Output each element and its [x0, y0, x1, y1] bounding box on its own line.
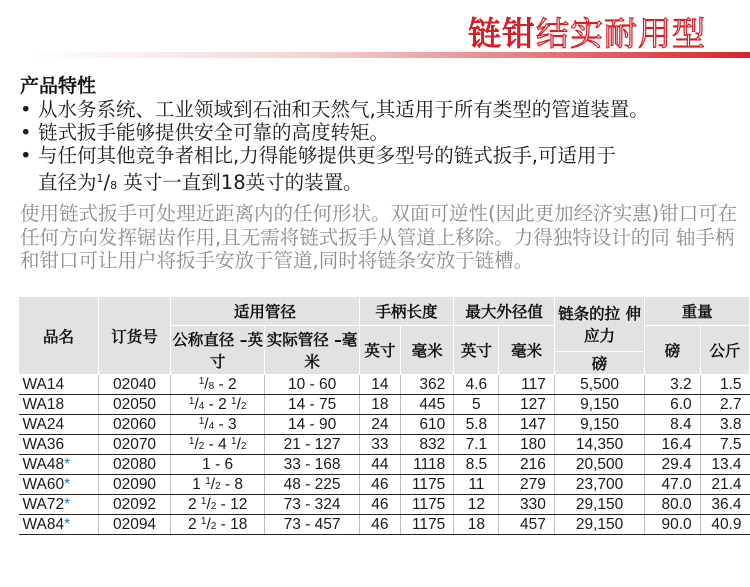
cell-maxod-in: 7.1: [454, 435, 499, 455]
cell-maxod-mm: 216: [499, 455, 554, 475]
cell-order: 02050: [99, 395, 171, 415]
cell-name: [19, 455, 99, 475]
cell-tension: 29,150: [554, 495, 644, 515]
cell-order: 02094: [99, 515, 171, 535]
cell-weight-lb: 6.0: [645, 395, 700, 415]
cell-tension: 9,150: [554, 415, 644, 435]
cell-maxod-mm: 180: [499, 435, 554, 455]
cell-actual: 33 - 168: [265, 455, 359, 475]
table-row: [19, 495, 750, 515]
product-name: WA48: [22, 455, 65, 473]
product-name: WA84: [22, 515, 65, 533]
th-maxod: 最大外径值: [454, 297, 555, 326]
cell-name: [19, 495, 99, 515]
th-tension: 链条的拉 伸应力: [554, 297, 644, 352]
th-weight: 重量: [645, 297, 750, 326]
feature-text: 链式扳手能够提供安全可靠的高度转矩。: [38, 121, 390, 144]
cell-name: [19, 435, 99, 455]
th-weight-lb: 磅: [645, 326, 700, 375]
cell-handle-in: 44: [359, 455, 400, 475]
cell-actual: 73 - 457: [265, 515, 359, 535]
cell-handle-in: 33: [359, 435, 400, 455]
cell-weight-lb: 90.0: [645, 515, 700, 535]
cell-name: [19, 415, 99, 435]
cell-tension: 5,500: [554, 375, 644, 395]
feature-text-cont: 直径为$^1$/8 英寸一直到18英寸的装置。: [38, 171, 363, 194]
cell-tension: 23,700: [554, 475, 644, 495]
cell-name: [19, 395, 99, 415]
cell-name: [19, 475, 99, 495]
cell-actual: 21 - 127: [265, 435, 359, 455]
th-handle-mm: 毫米: [400, 326, 453, 375]
cell-nominal: 1 - 6: [170, 455, 264, 475]
features-list: [20, 98, 740, 197]
features-heading: 产品特性: [20, 75, 97, 97]
th-order: 订货号: [99, 297, 171, 375]
cell-name: [19, 375, 99, 395]
title-outline: 结实耐用型: [536, 14, 706, 53]
product-name: WA60: [22, 475, 65, 493]
cell-handle-in: 14: [359, 375, 400, 395]
cell-actual: 14 - 75: [265, 395, 359, 415]
cell-weight-lb: 29.4: [645, 455, 700, 475]
product-name: WA14: [22, 375, 65, 393]
spec-table: [18, 296, 750, 535]
table-row: [19, 435, 750, 455]
cell-maxod-in: 11: [454, 475, 499, 495]
cell-order: 02060: [99, 415, 171, 435]
table-row: [19, 395, 750, 415]
cell-nominal: 2 $^1$/2 - 12: [170, 495, 264, 515]
cell-handle-mm: 610: [400, 415, 453, 435]
th-actual: 实际管径 –毫米: [265, 326, 359, 375]
cell-maxod-mm: 279: [499, 475, 554, 495]
feature-item: [20, 144, 740, 197]
cell-handle-mm: 1175: [400, 475, 453, 495]
cell-maxod-mm: 457: [499, 515, 554, 535]
table-row: [19, 455, 750, 475]
cell-maxod-in: 4.6: [454, 375, 499, 395]
table-row: [19, 515, 750, 535]
feature-text: 与任何其他竞争者相比,力得能够提供更多型号的链式扳手,可适用于: [38, 144, 616, 167]
cell-handle-mm: 445: [400, 395, 453, 415]
star-mark: *: [64, 455, 71, 473]
cell-weight-lb: 8.4: [645, 415, 700, 435]
cell-weight-kg: 36.4: [700, 495, 749, 515]
cell-name: [19, 515, 99, 535]
cell-handle-mm: 362: [400, 375, 453, 395]
cell-order: 02092: [99, 495, 171, 515]
cell-handle-in: 24: [359, 415, 400, 435]
feature-item: [20, 98, 740, 121]
cell-tension: 20,500: [554, 455, 644, 475]
page-title: [468, 14, 706, 54]
spec-table-body: [19, 375, 750, 535]
bullet-glyph: •: [20, 144, 32, 167]
cell-maxod-in: 8.5: [454, 455, 499, 475]
table-row: [19, 415, 750, 435]
product-name: WA24: [22, 415, 65, 433]
cell-nominal: $^1$/2 - 4 $^1$/2: [170, 435, 264, 455]
th-pipe: 适用管径: [170, 297, 359, 326]
cell-weight-lb: 16.4: [645, 435, 700, 455]
cell-actual: 14 - 90: [265, 415, 359, 435]
cell-tension: 9,150: [554, 395, 644, 415]
th-maxod-in: 英寸: [454, 326, 499, 375]
cell-maxod-mm: 147: [499, 415, 554, 435]
cell-weight-lb: 80.0: [645, 495, 700, 515]
cell-order: 02080: [99, 455, 171, 475]
bullet-glyph: •: [20, 98, 32, 121]
th-weight-kg: 公斤: [700, 326, 749, 375]
th-handle-in: 英寸: [359, 326, 400, 375]
cell-order: 02090: [99, 475, 171, 495]
cell-order: 02070: [99, 435, 171, 455]
title-bold: 链钳: [468, 14, 536, 53]
cell-maxod-in: 18: [454, 515, 499, 535]
cell-weight-kg: 2.7: [700, 395, 749, 415]
cell-weight-kg: 13.4: [700, 455, 749, 475]
product-description: 使用链式扳手可处理近距离内的任何形状。双面可逆性(因此更加经济实惠)钳口可在任何方向发挥锯齿作用,且无需将链式扳手从管道上移除。力得独特设计的同 轴手柄和钳口可让用户将扳手安放于管道,同时将链条安放于链槽。: [20, 202, 738, 272]
cell-handle-mm: 832: [400, 435, 453, 455]
star-mark: *: [64, 475, 71, 493]
cell-nominal: 1 $^1$/2 - 8: [170, 475, 264, 495]
star-mark: *: [64, 515, 71, 533]
th-maxod-mm: 毫米: [499, 326, 554, 375]
cell-weight-kg: 21.4: [700, 475, 749, 495]
cell-handle-in: 46: [359, 515, 400, 535]
star-mark: *: [64, 495, 71, 513]
cell-nominal: $^1$/8 - 2: [170, 375, 264, 395]
cell-weight-kg: 40.9: [700, 515, 749, 535]
title-band: [0, 0, 750, 64]
cell-actual: 10 - 60: [265, 375, 359, 395]
feature-text: 从水务系统、工业领域到石油和天然气,其适用于所有类型的管道装置。: [38, 98, 649, 121]
product-features: [20, 74, 740, 197]
cell-handle-in: 18: [359, 395, 400, 415]
table-row: [19, 475, 750, 495]
product-name: WA72: [22, 495, 65, 513]
cell-actual: 73 - 324: [265, 495, 359, 515]
cell-actual: 48 - 225: [265, 475, 359, 495]
cell-maxod-mm: 117: [499, 375, 554, 395]
cell-nominal: $^1$/4 - 3: [170, 415, 264, 435]
feature-item: [20, 121, 740, 144]
cell-weight-kg: 7.5: [700, 435, 749, 455]
product-name: WA36: [22, 435, 65, 453]
cell-handle-mm: 1175: [400, 515, 453, 535]
th-name: 品名: [19, 297, 99, 375]
cell-weight-kg: 1.5: [700, 375, 749, 395]
cell-tension: 29,150: [554, 515, 644, 535]
cell-order: 02040: [99, 375, 171, 395]
cell-maxod-in: 5.8: [454, 415, 499, 435]
cell-weight-lb: 47.0: [645, 475, 700, 495]
product-name: WA18: [22, 395, 65, 413]
cell-maxod-in: 5: [454, 395, 499, 415]
th-handle: 手柄长度: [359, 297, 453, 326]
cell-weight-kg: 3.8: [700, 415, 749, 435]
cell-tension: 14,350: [554, 435, 644, 455]
th-tension-lb: 磅: [554, 352, 644, 375]
cell-handle-mm: 1175: [400, 495, 453, 515]
cell-handle-in: 46: [359, 495, 400, 515]
cell-maxod-in: 12: [454, 495, 499, 515]
bullet-glyph: •: [20, 121, 32, 144]
cell-maxod-mm: 330: [499, 495, 554, 515]
cell-handle-in: 46: [359, 475, 400, 495]
cell-maxod-mm: 127: [499, 395, 554, 415]
cell-weight-lb: 3.2: [645, 375, 700, 395]
cell-nominal: 2 $^1$/2 - 18: [170, 515, 264, 535]
table-row: [19, 375, 750, 395]
th-nominal: 公称直径 –英寸: [170, 326, 264, 375]
cell-handle-mm: 1118: [400, 455, 453, 475]
cell-nominal: $^1$/4 - 2 $^1$/2: [170, 395, 264, 415]
